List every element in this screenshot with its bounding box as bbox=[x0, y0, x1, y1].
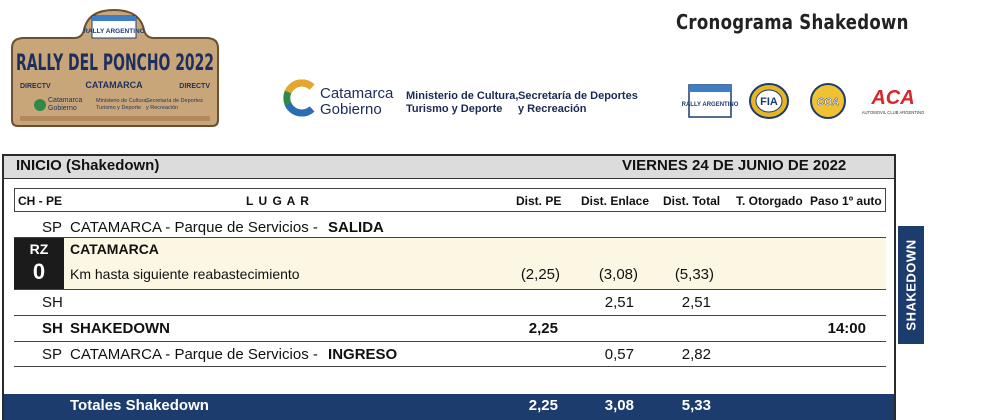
secretary-line1: Secretaría de Deportes bbox=[518, 90, 638, 102]
aca-logo bbox=[862, 84, 924, 118]
secretary-text bbox=[518, 90, 638, 116]
ministry-line2: Turismo y Deporte bbox=[406, 103, 503, 115]
section-date: VIERNES 24 DE JUNIO DE 2022 bbox=[622, 157, 847, 174]
rally-plaque-logo bbox=[4, 4, 226, 128]
plaque-gov-line2: Gobierno bbox=[48, 105, 77, 112]
row3-dist-enlace: 2,51 bbox=[604, 294, 634, 311]
plaque-gov-line1: Catamarca bbox=[48, 97, 83, 104]
rally-argentino-text: RALLY ARGENTINO bbox=[681, 102, 739, 108]
gov-line1: Catamarca bbox=[320, 85, 394, 102]
totals-dist-enlace: 3,08 bbox=[604, 397, 634, 414]
row-separator bbox=[14, 237, 886, 238]
plaque-event-text: RALLY DEL PONCHO 2022 bbox=[16, 51, 214, 76]
plaque-badge-text: RALLY ARGENTINO bbox=[83, 28, 145, 35]
aca-text: ACA bbox=[871, 87, 915, 109]
row4-dist-pe: 2,25 bbox=[528, 320, 558, 337]
totals-label: Totales Shakedown bbox=[70, 397, 209, 414]
row5-dist-total: 2,82 bbox=[681, 346, 711, 363]
row5-lugar-text: CATAMARCA - Parque de Servicios - bbox=[70, 346, 323, 363]
secretary-line2: y Recreación bbox=[518, 103, 587, 115]
coa-text: COA bbox=[816, 97, 840, 108]
gov-line2: Gobierno bbox=[320, 101, 382, 118]
rz-number: 0 bbox=[32, 259, 46, 284]
plaque-min-line2: Turismo y Deporte bbox=[96, 105, 142, 111]
row4-code: SH bbox=[42, 320, 63, 337]
plaque-sponsor-left: DIRECTV bbox=[20, 83, 51, 90]
row-separator bbox=[14, 341, 886, 342]
totals-dist-pe: 2,25 bbox=[528, 397, 558, 414]
row-separator bbox=[14, 366, 886, 367]
rz-dist-enlace: (3,08) bbox=[598, 266, 638, 283]
row3-code: SH bbox=[42, 294, 63, 311]
col-chpe: CH - PE bbox=[18, 194, 63, 208]
document-title: Cronograma Shakedown bbox=[676, 10, 909, 34]
col-dist-pe: Dist. PE bbox=[516, 194, 562, 208]
row5-lugar bbox=[70, 346, 397, 363]
ministry-line1: Ministerio de Cultura, bbox=[406, 90, 519, 102]
rally-argentino-logo bbox=[681, 84, 739, 118]
col-lugar: L U G A R bbox=[246, 194, 310, 208]
row5-lugar-bold: INGRESO bbox=[328, 346, 398, 363]
row4-paso: 14:00 bbox=[827, 320, 866, 337]
row5-code: SP bbox=[42, 346, 63, 363]
ministry-text bbox=[406, 90, 518, 116]
row1-code: SP bbox=[42, 219, 63, 236]
plaque-sponsor-right: DIRECTV bbox=[179, 83, 210, 90]
plaque-city-text: CATAMARCA bbox=[85, 80, 143, 90]
rz-dist-pe: (2,25) bbox=[520, 266, 560, 283]
fia-text: FIA bbox=[760, 96, 778, 108]
totals-dist-total: 5,33 bbox=[681, 397, 711, 414]
rz-title: CATAMARCA bbox=[70, 241, 159, 257]
catamarca-gobierno-icon bbox=[282, 80, 318, 116]
shakedown-side-tab bbox=[898, 226, 924, 344]
catamarca-gobierno-text bbox=[320, 86, 393, 118]
row1-lugar-bold: SALIDA bbox=[328, 219, 384, 236]
fia-logo bbox=[748, 82, 790, 120]
row5-dist-enlace: 0,57 bbox=[604, 346, 634, 363]
row3-dist-total: 2,51 bbox=[681, 294, 711, 311]
plaque-min-line1: Ministerio de Cultura, bbox=[96, 98, 148, 104]
row1-lugar-text: CATAMARCA - Parque de Servicios - bbox=[70, 219, 323, 236]
col-t-otorgado: T. Otorgado bbox=[736, 194, 803, 208]
rz-marker bbox=[14, 238, 64, 289]
row-separator bbox=[14, 315, 886, 316]
rz-lugar: Km hasta siguiente reabastecimiento bbox=[70, 266, 300, 282]
row4-lugar: SHAKEDOWN bbox=[70, 320, 170, 337]
row-separator bbox=[14, 289, 886, 290]
row1-lugar bbox=[70, 219, 384, 236]
coa-logo bbox=[808, 82, 848, 120]
col-dist-total: Dist. Total bbox=[663, 194, 721, 208]
col-paso: Paso 1º auto bbox=[810, 194, 882, 208]
col-dist-enlace: Dist. Enlace bbox=[581, 194, 650, 208]
side-tab-label: SHAKEDOWN bbox=[903, 239, 919, 331]
plaque-sec-line2: y Recreación bbox=[146, 105, 179, 111]
rz-code: RZ bbox=[29, 241, 49, 257]
plaque-sec-line1: Secretaría de Deportes bbox=[146, 98, 203, 104]
aca-subtext: AUTOMOVIL CLUB ARGENTINO bbox=[861, 110, 925, 115]
section-title: INICIO (Shakedown) bbox=[16, 157, 160, 174]
rz-dist-total: (5,33) bbox=[674, 266, 714, 283]
